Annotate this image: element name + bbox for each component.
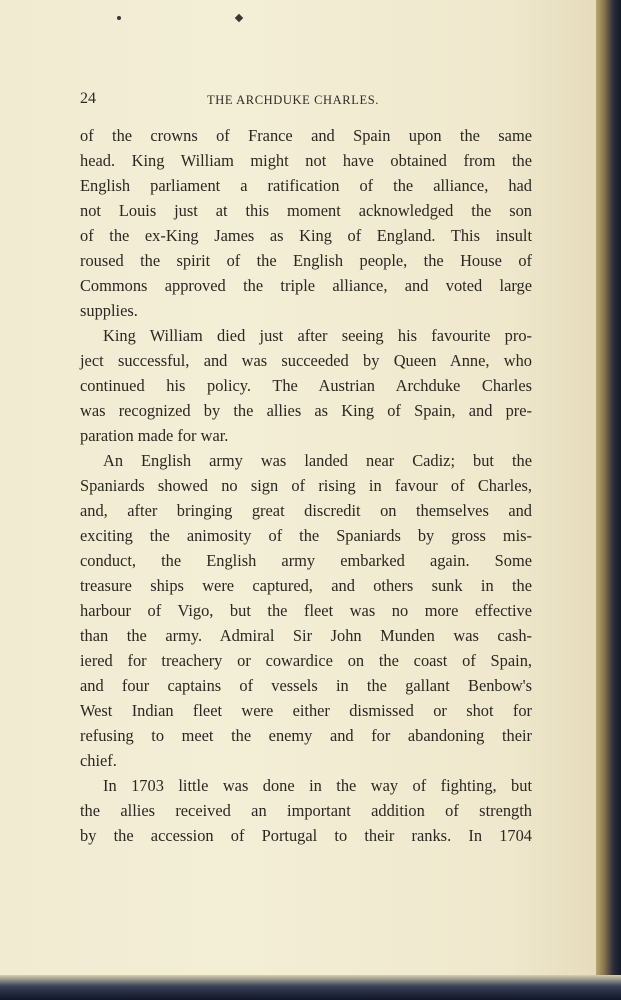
text-line: than the army. Admiral Sir John Munden was cash- [80,626,532,645]
text-line: was recognized by the allies as King of Spain, and pre- [80,401,532,420]
body-text [80,123,532,848]
page-header [80,90,530,112]
text-line: West Indian fleet were either dismissed or shot for [80,701,532,720]
text-line: and, after bringing great discredit on themselves and [80,501,532,520]
text-line: Spaniards showed no sign of rising in favour of Charles, [80,476,532,495]
text-line: King William died just after seeing his favourite pro- [103,326,532,345]
text-line: supplies. [80,301,138,320]
text-line: ject successful, and was succeeded by Queen Anne, who [80,351,532,370]
ink-speck [117,16,121,20]
text-line: the allies received an important addition of strength [80,801,532,820]
text-line: treasure ships were captured, and others sunk in the [80,576,532,595]
text-line: paration made for war. [80,426,229,445]
page-number: 24 [80,90,96,107]
text-line: harbour of Vigo, but the fleet was no more effective [80,601,532,620]
text-line: not Louis just at this moment acknowledged the son [80,201,532,220]
book-spine [596,0,621,1000]
text-line: conduct, the English army embarked again. Some [80,551,532,570]
text-line: of the crowns of France and Spain upon the same [80,126,532,145]
text-line: roused the spirit of the English people, the House of [80,251,532,270]
text-line: continued his policy. The Austrian Archduke Charles [80,376,532,395]
text-line: English parliament a ratification of the alliance, had [80,176,532,195]
text-line: refusing to meet the enemy and for abandoning their [80,726,532,745]
running-title: THE ARCHDUKE CHARLES. [207,93,379,107]
text-line: An English army was landed near Cadiz; but the [103,451,532,470]
text-line: by the accession of Portugal to their ranks. In 1704 [80,826,532,845]
ink-speck [235,14,243,22]
text-line: and four captains of vessels in the gallant Benbow's [80,676,532,695]
book-bottom-edge [0,975,621,1000]
text-line: of the ex-King James as King of England. This insult [80,226,532,245]
text-line: chief. [80,751,117,770]
text-line: Commons approved the triple alliance, and voted large [80,276,532,295]
text-line: In 1703 little was done in the way of fighting, but [103,776,532,795]
text-line: exciting the animosity of the Spaniards by gross mis- [80,526,532,545]
text-line: head. King William might not have obtained from the [80,151,532,170]
text-line: iered for treachery or cowardice on the coast of Spain, [80,651,532,670]
